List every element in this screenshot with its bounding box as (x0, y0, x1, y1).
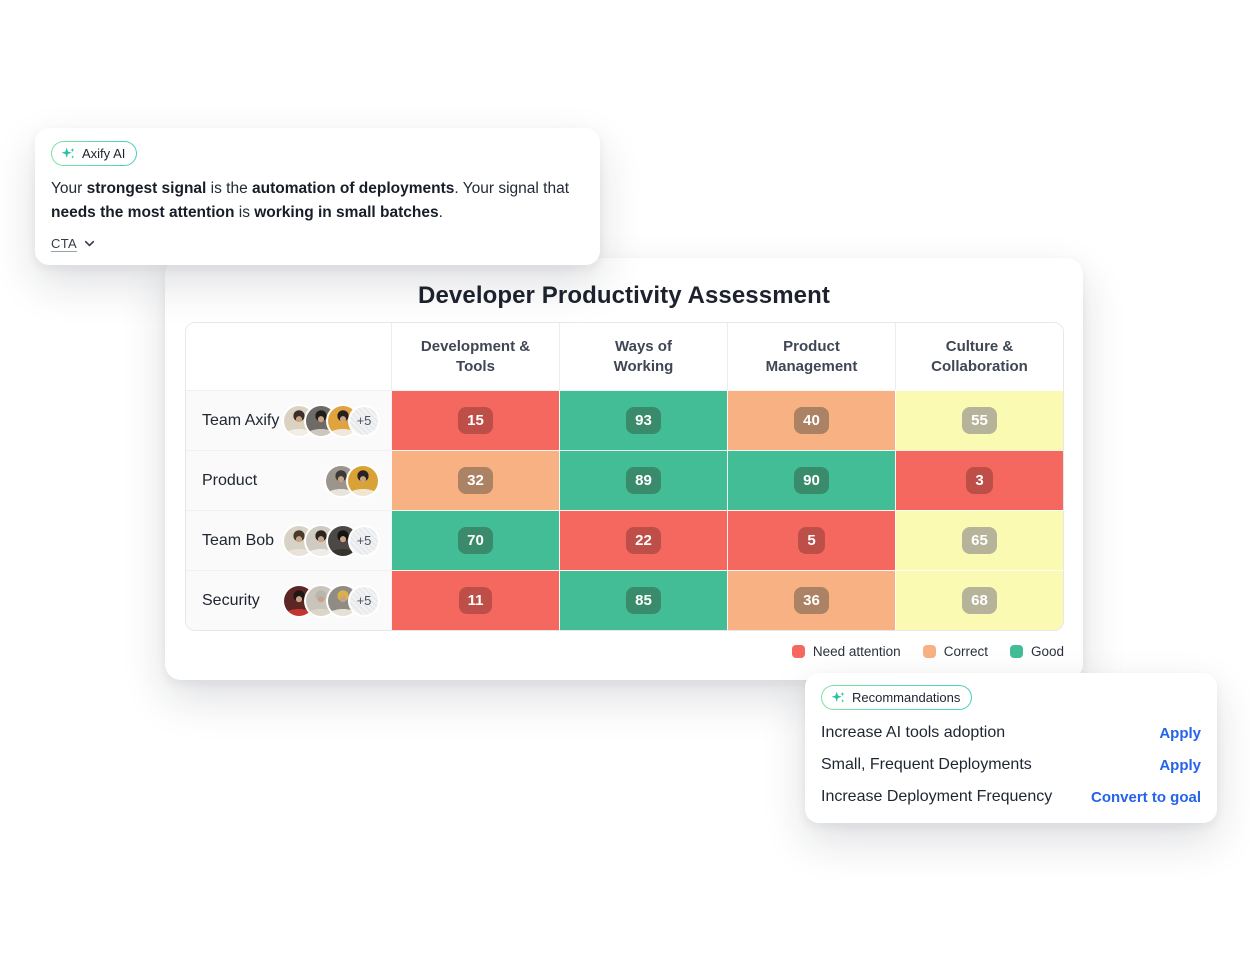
score-cell (727, 390, 895, 450)
column-header (559, 323, 727, 390)
score-cell (727, 450, 895, 510)
recommendation-row (821, 724, 1201, 742)
score-cell (895, 510, 1063, 570)
ai-insight-card (35, 128, 600, 265)
assessment-table (185, 322, 1064, 631)
team-row-label (186, 390, 391, 450)
column-header-line2: Management (765, 357, 858, 375)
team-name: Security (202, 591, 260, 609)
recommendations-list (821, 724, 1201, 806)
avatar (348, 466, 378, 496)
score-cell (895, 570, 1063, 630)
axify-ai-badge (51, 141, 137, 166)
column-header (727, 323, 895, 390)
column-header (391, 323, 559, 390)
score-value: 5 (798, 527, 824, 554)
column-header-line2: Working (613, 357, 674, 375)
legend-item (923, 644, 988, 659)
score-value: 85 (626, 587, 661, 614)
score-value: 65 (962, 527, 997, 554)
score-cell (391, 390, 559, 450)
score-cell (391, 570, 559, 630)
score-cell (559, 390, 727, 450)
score-value: 15 (458, 407, 493, 434)
score-cell (559, 450, 727, 510)
score-value: 93 (626, 407, 661, 434)
score-value: 40 (794, 407, 829, 434)
recommendation-action-link[interactable]: Apply (1159, 756, 1201, 774)
legend-label: Correct (943, 644, 988, 659)
score-value: 89 (626, 467, 661, 494)
score-value: 22 (626, 527, 661, 554)
score-value: 11 (459, 587, 493, 614)
score-value: 70 (458, 527, 493, 554)
assessment-grid (185, 322, 1064, 631)
score-value: 32 (458, 467, 493, 494)
sparkle-icon (61, 146, 76, 161)
column-header-line2: Collaboration (931, 357, 1028, 375)
score-value: 90 (794, 467, 829, 494)
cta-link[interactable] (51, 236, 96, 251)
page-title: Developer Productivity Assessment (418, 282, 830, 309)
column-header-line1: Product (783, 337, 840, 355)
ai-message: Your strongest signal is the automation of deployments. Your signal that needs the most attention is working in small batches. (51, 180, 570, 221)
recommendation-row (821, 788, 1201, 806)
avatar-group (284, 526, 378, 556)
recommendation-label: Increase AI tools adoption (821, 724, 1006, 741)
legend-item (1010, 644, 1064, 659)
more-members-chip: +5 (350, 587, 378, 615)
team-row-label (186, 570, 391, 630)
more-members-chip: +5 (350, 527, 378, 555)
score-cell (727, 570, 895, 630)
team-row-label (186, 510, 391, 570)
recommendations-badge (821, 685, 972, 710)
column-header (895, 323, 1063, 390)
recommendation-label: Small, Frequent Deployments (821, 756, 1032, 773)
legend-item (792, 644, 901, 659)
chevron-down-icon[interactable] (83, 237, 96, 250)
team-row-label (186, 450, 391, 510)
score-cell (559, 570, 727, 630)
recommendations-card (805, 673, 1217, 823)
recommendation-action-link[interactable]: Convert to goal (1090, 788, 1201, 806)
team-name: Product (202, 471, 258, 489)
legend-label: Good (1030, 644, 1064, 659)
column-header-line2: Tools (456, 357, 495, 375)
sparkle-icon (831, 690, 846, 705)
score-cell (727, 510, 895, 570)
score-value: 3 (966, 467, 992, 494)
column-header-line1: Culture & (945, 337, 1014, 355)
column-header-line1: Ways of (615, 337, 672, 355)
score-cell (895, 450, 1063, 510)
score-cell (391, 510, 559, 570)
recommendations-badge-label: Recommandations (852, 690, 961, 705)
legend-swatch-red (792, 645, 805, 658)
avatar-group (326, 466, 378, 496)
cta-label: CTA (51, 236, 77, 251)
legend-swatch-green (1010, 645, 1023, 658)
recommendation-label: Increase Deployment Frequency (821, 788, 1053, 805)
avatar-group (284, 406, 378, 436)
legend-label: Need attention (812, 644, 901, 659)
team-name: Team Axify (202, 411, 280, 429)
score-value: 55 (962, 407, 997, 434)
more-members-chip: +5 (350, 407, 378, 435)
team-name: Team Bob (202, 531, 275, 549)
score-cell (559, 510, 727, 570)
recommendation-row (821, 756, 1201, 774)
column-header-line1: Development & (420, 337, 531, 355)
table-corner-cell (186, 323, 391, 390)
score-cell (391, 450, 559, 510)
score-value: 68 (962, 587, 997, 614)
assessment-card (165, 258, 1083, 680)
legend-swatch-orange (923, 645, 936, 658)
legend (792, 644, 1064, 659)
score-cell (895, 390, 1063, 450)
avatar-group (284, 586, 378, 616)
ai-badge-label: Axify AI (82, 146, 126, 161)
score-value: 36 (794, 587, 829, 614)
recommendation-action-link[interactable]: Apply (1159, 724, 1201, 742)
